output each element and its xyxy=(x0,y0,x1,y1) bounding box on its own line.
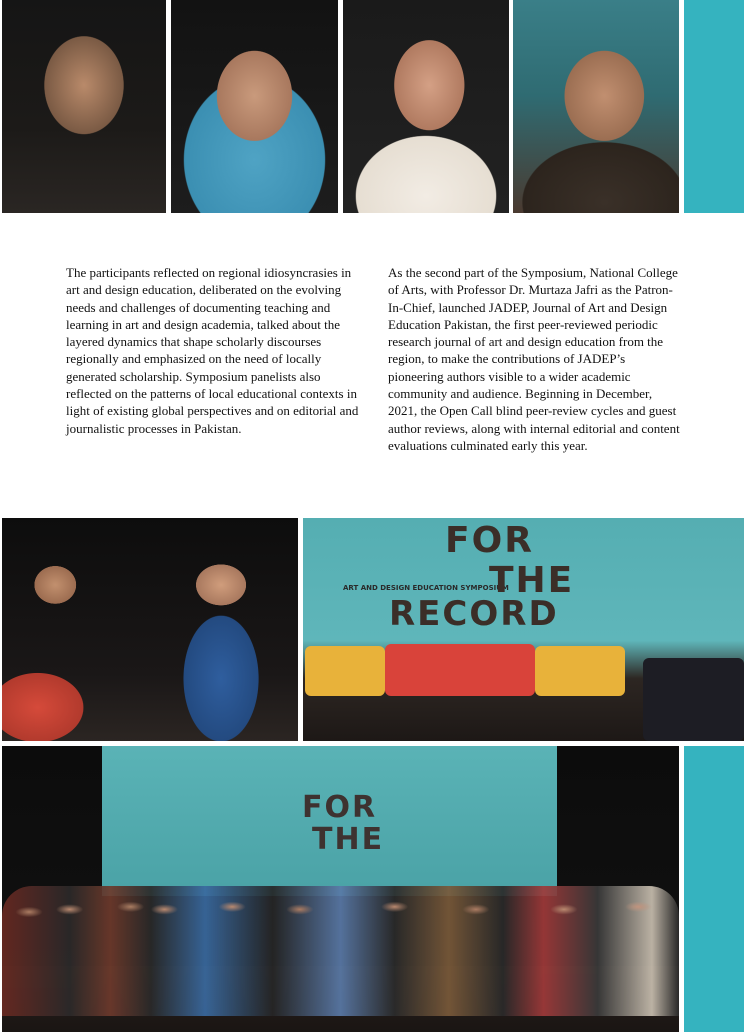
banner-record: RECORD xyxy=(389,594,559,634)
panel-discussion-photo xyxy=(2,518,298,741)
paragraph-right: As the second part of the Symposium, National College of Arts, with Professor Dr. Murtaza Jafri as the Patron-In-Chief, launched JADEP, Journal of Art and Design Education Pakistan, the first peer-reviewed periodic research journal of art and design education from the region, to make the contributions of JADEP’s pioneering authors visible to a wider academic community and audience. Beginning in December, 2021, the Open Call blind peer-review cycles and guest author reviews, along with internal editorial and content evaluations culminated early this year. xyxy=(388,265,680,453)
chair-black xyxy=(643,658,744,741)
stage-panel-photo xyxy=(303,518,744,741)
group-of-participants xyxy=(2,886,679,1016)
speaker-photo-2 xyxy=(171,0,338,213)
banner-the: THE xyxy=(489,560,575,601)
speaker-photo-3 xyxy=(343,0,509,213)
group-banner-for: FOR xyxy=(302,790,378,825)
accent-bar-bottom xyxy=(684,746,744,1032)
speaker-photo-1 xyxy=(2,0,166,213)
sofa-red xyxy=(385,644,535,696)
sofa-yellow-right xyxy=(535,646,625,696)
group-photo xyxy=(2,746,679,1032)
speaker-photo-4 xyxy=(513,0,679,213)
paragraph-left: The participants reflected on regional idiosyncrasies in art and design education, deliberated on the evolving needs and challenges of documenting teaching and learning in art and design academia, talked about the layered dynamics that shape scholarly discourses regionally and emphasized on the need of locally generated scholarship. Symposium panelists also reflected on the patterns of local educational contexts in light of existing global perspectives and on editorial and journalistic processes in Pakistan. xyxy=(66,265,359,436)
group-banner-the: THE xyxy=(312,822,385,857)
accent-bar-top xyxy=(684,0,744,213)
banner-for: FOR xyxy=(445,520,534,561)
banner-subtitle: ART AND DESIGN EDUCATION SYMPOSIUM xyxy=(343,584,509,592)
sofa-yellow-left xyxy=(305,646,385,696)
